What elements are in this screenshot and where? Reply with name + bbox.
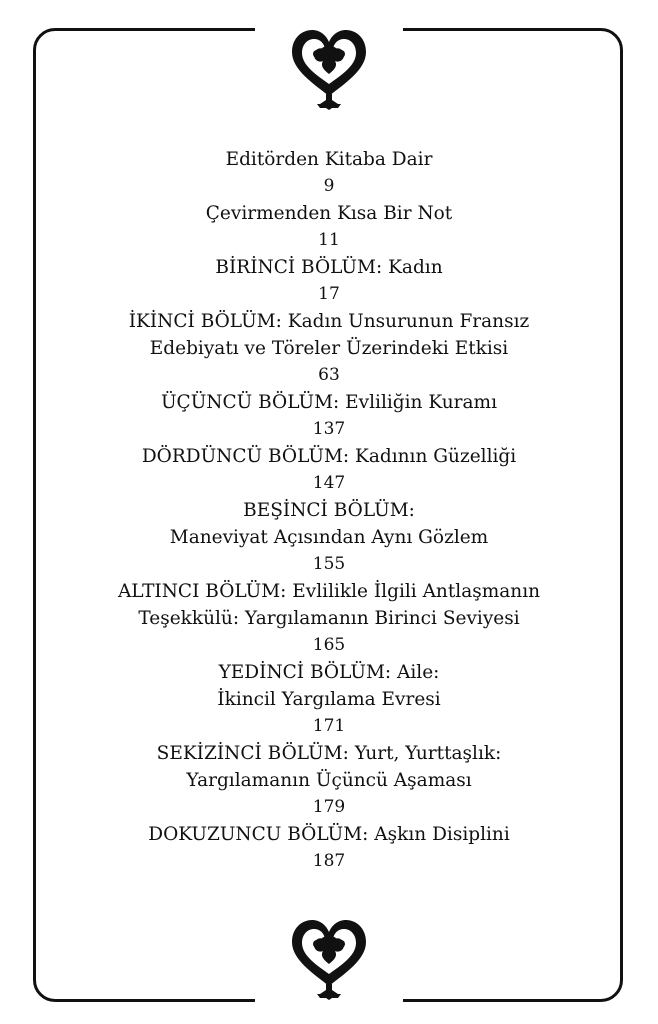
toc-entry[interactable] [40, 443, 618, 497]
chapter-label: ÜÇÜNCÜ BÖLÜM: [160, 392, 340, 413]
toc-entry-page: 137 [312, 419, 346, 439]
toc-entry-page: 171 [312, 716, 346, 736]
sankofa-heart-icon [284, 24, 374, 110]
toc-entry-page: 63 [318, 365, 340, 385]
toc-entry-page: 165 [312, 635, 346, 655]
toc-entry-title-continued: Yargılamanın Üçüncü Aşaması [186, 770, 472, 791]
chapter-label: ALTINCI BÖLÜM: [117, 581, 287, 602]
chapter-label: BİRİNCİ BÖLÜM: [215, 257, 383, 278]
toc-entry[interactable] [40, 308, 618, 389]
toc-entry-page: 11 [318, 230, 340, 250]
toc-entry[interactable] [40, 497, 618, 578]
toc-entry[interactable] [40, 254, 618, 308]
toc-entry-page: 9 [323, 176, 335, 196]
toc-entry-title: Çevirmenden Kısa Bir Not [205, 203, 453, 224]
toc-entry-title: Editörden Kitaba Dair [225, 149, 433, 170]
toc-entry[interactable] [40, 659, 618, 740]
table-of-contents [40, 146, 618, 875]
toc-entry[interactable] [40, 389, 618, 443]
toc-entry-title: DÖRDÜNCÜ BÖLÜM: Kadının Güzelliği [141, 446, 517, 467]
chapter-label: DOKUZUNCU BÖLÜM: [148, 824, 369, 845]
toc-entry-title-continued: Maneviyat Açısından Aynı Gözlem [169, 527, 489, 548]
toc-entry[interactable] [40, 821, 618, 875]
toc-entry-page: 17 [318, 284, 340, 304]
toc-entry-page: 187 [312, 851, 346, 871]
toc-entry-page: 155 [312, 554, 346, 574]
toc-entry-title: ALTINCI BÖLÜM: Evlilikle İlgili Antlaşmanın [117, 581, 541, 602]
chapter-label: SEKİZİNCİ BÖLÜM: [156, 743, 349, 764]
toc-entry[interactable] [40, 740, 618, 821]
toc-entry[interactable] [40, 578, 618, 659]
toc-entry-title: SEKİZİNCİ BÖLÜM: Yurt, Yurttaşlık: [156, 743, 502, 764]
toc-entry[interactable] [40, 146, 618, 200]
toc-entry-title: YEDİNCİ BÖLÜM: Aile: [218, 662, 440, 683]
toc-entry-title: DOKUZUNCU BÖLÜM: Aşkın Disiplini [148, 824, 510, 845]
sankofa-heart-icon [284, 914, 374, 1000]
chapter-label: YEDİNCİ BÖLÜM: [218, 662, 392, 683]
toc-entry-title-continued: İkincil Yargılama Evresi [217, 689, 441, 710]
chapter-label: İKİNCİ BÖLÜM: [128, 311, 282, 332]
toc-entry-title [40, 497, 618, 524]
toc-entry-title-continued: Edebiyatı ve Töreler Üzerindeki Etkisi [149, 338, 509, 359]
toc-entry-title-continued: Teşekkülü: Yargılamanın Birinci Seviyesi [138, 608, 520, 629]
chapter-label: DÖRDÜNCÜ BÖLÜM: [141, 446, 350, 467]
toc-entry[interactable] [40, 200, 618, 254]
toc-entry-title: ÜÇÜNCÜ BÖLÜM: Evliliğin Kuramı [160, 392, 498, 413]
chapter-label: BEŞİNCİ BÖLÜM: [243, 500, 415, 521]
toc-entry-title: İKİNCİ BÖLÜM: Kadın Unsurunun Fransız [128, 311, 530, 332]
toc-entry-page: 179 [312, 797, 346, 817]
toc-entry-page: 147 [312, 473, 346, 493]
toc-entry-title: BİRİNCİ BÖLÜM: Kadın [215, 257, 443, 278]
